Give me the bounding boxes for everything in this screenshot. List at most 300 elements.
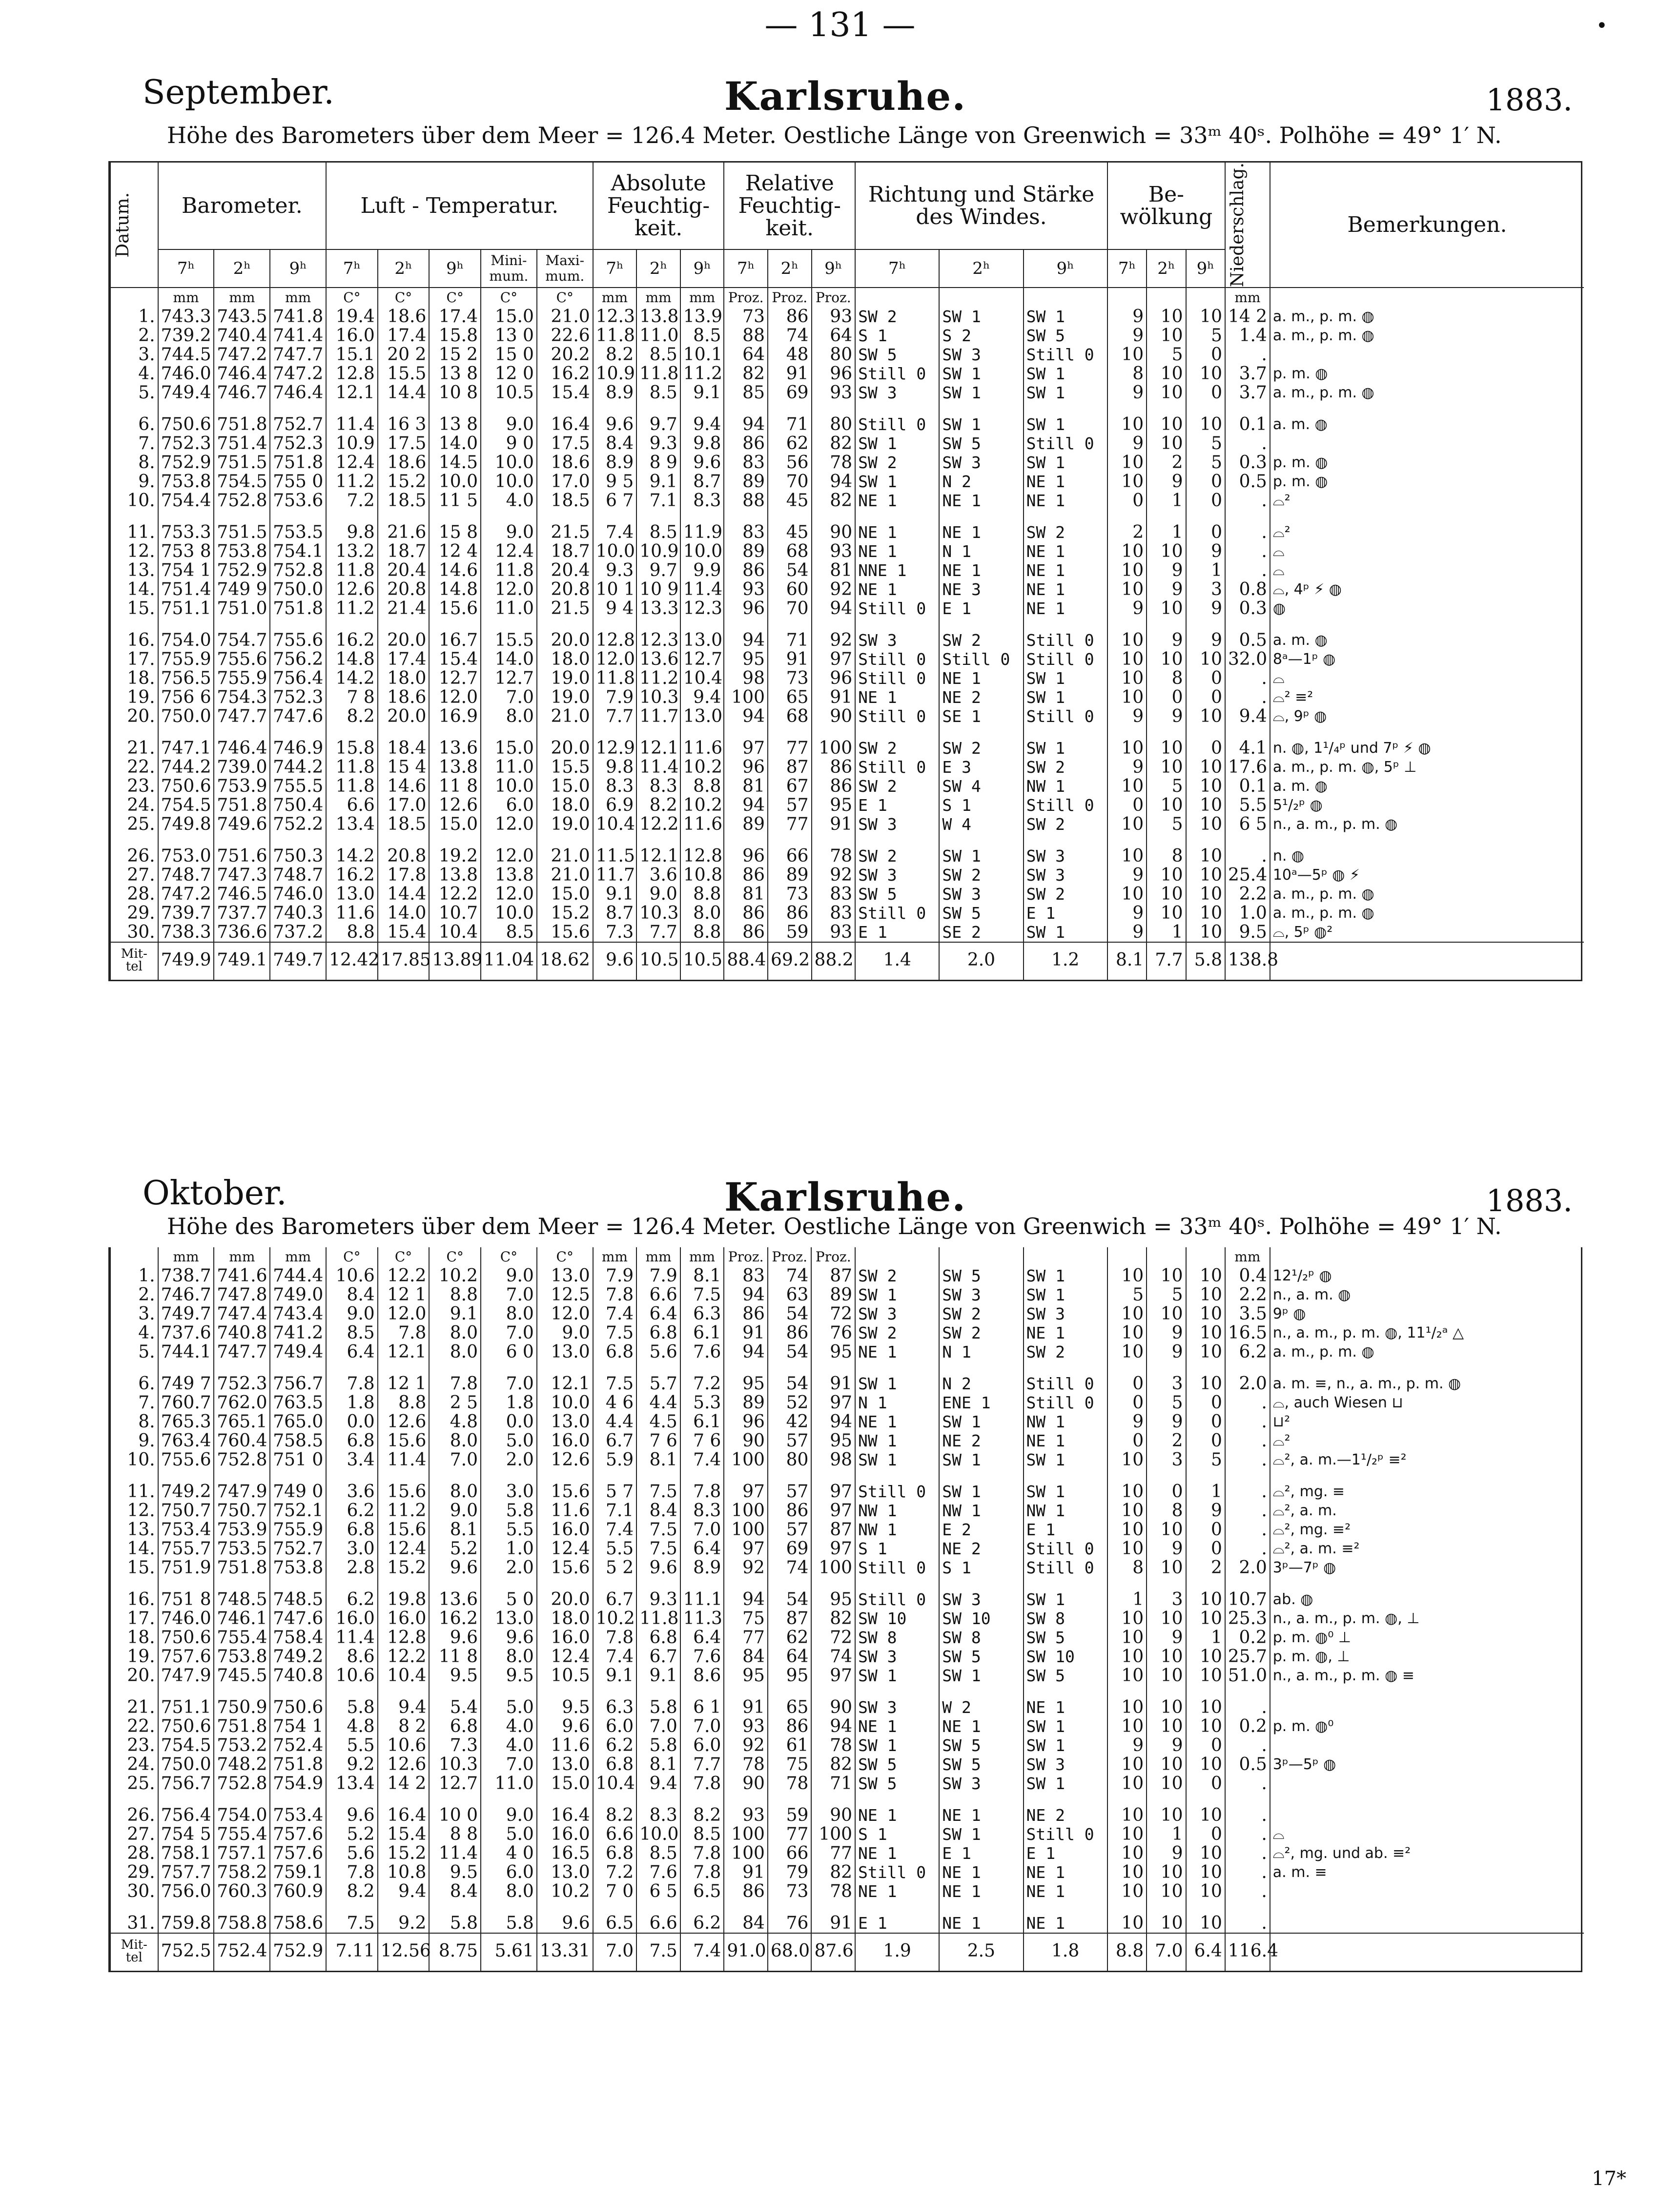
table-row [110,1590,1584,1609]
mean-b9: 752.9 [270,1933,326,1971]
cell-date: 20. [110,707,158,726]
cell-tmax: 9.5 [537,1698,593,1717]
spacer-cell [270,726,326,739]
cell-t7: 6.6 [326,796,378,815]
table-row [110,523,1584,542]
cell-c9: 0 [1186,1736,1225,1755]
cell-r7: 86 [724,434,768,453]
cell-tmax: 19.0 [537,815,593,834]
spacer-cell [110,1361,158,1374]
mean-w2: 2.0 [939,942,1023,980]
cell-date: 5. [110,1342,158,1361]
cell-b7: 744.1 [158,1342,214,1361]
cell-b9: 748.7 [270,866,326,885]
cell-w9: NE 1 [1024,1323,1107,1342]
cell-c7: 10 [1107,345,1147,364]
cell-tmax: 15.5 [537,758,593,777]
cell-date: 27. [110,866,158,885]
cell-r2: 54 [768,1374,812,1393]
cell-a2: 7.1 [636,491,680,510]
cell-tmin: 12.4 [481,542,537,561]
cell-w9: SW 1 [1024,1482,1107,1501]
cell-c7: 10 [1107,1774,1147,1793]
cell-a2: 7.5 [636,1539,680,1558]
cell-r2: 65 [768,688,812,707]
spacer-cell [1270,510,1584,523]
cell-r9: 91 [812,688,856,707]
cell-t2: 18.6 [378,307,430,326]
cell-b9: 741.4 [270,326,326,345]
cell-w9: SW 1 [1024,1736,1107,1755]
cell-t9: 2 5 [429,1393,481,1412]
spacer-cell [158,1361,214,1374]
cell-remarks: n. ◍, 1¹/₄ᵖ und 7ᵖ ⚡ ◍ [1270,739,1584,758]
cell-r7: 94 [724,1342,768,1361]
cell-a9: 8.7 [680,472,724,491]
cell-tmin: 7.0 [481,1323,537,1342]
cell-remarks: a. m., p. m. ◍ [1270,1342,1584,1361]
cell-b2: 737.7 [214,904,270,923]
spacer-cell [1024,1577,1107,1590]
table-row [110,707,1584,726]
spacer-cell [378,1685,430,1698]
cell-remarks: a. m., p. m. ◍ [1270,307,1584,326]
cell-tmin: 10.0 [481,904,537,923]
cell-r9: 100 [811,1825,855,1844]
unit-label: C° [537,288,593,307]
cell-r2: 75 [768,1755,812,1774]
cell-w2: W 2 [939,1698,1023,1717]
spacer-cell [855,834,939,846]
cell-a7: 10.4 [593,1774,637,1793]
cell-precip: 0.5 [1225,1755,1270,1774]
cell-a9: 10.0 [680,542,724,561]
mean-a2: 7.5 [636,1933,680,1971]
cell-b9: 749.0 [270,1285,326,1304]
spacer-cell [270,1685,326,1698]
cell-r7: 95 [724,1666,768,1685]
cell-t7: 9.8 [326,523,378,542]
cell-a7: 12.8 [593,631,637,650]
cell-a2: 7 6 [636,1431,680,1450]
cell-t7: 16.0 [326,1609,378,1628]
table-row [110,599,1584,618]
cell-b7: 749.4 [158,383,214,402]
cell-t7: 6.8 [326,1520,378,1539]
cell-r2: 62 [768,434,812,453]
cell-c7: 9 [1107,866,1147,885]
table-row [110,1431,1584,1450]
cell-date: 14. [110,1539,158,1558]
table-row [110,688,1584,707]
cell-b2: 747.3 [214,866,270,885]
mean-b7: 749.9 [158,942,214,980]
cell-c7: 10 [1107,580,1147,599]
cell-r9: 90 [812,523,856,542]
header-wind: Richtung und Stärke des Windes. [855,163,1107,249]
cell-c7: 10 [1107,1844,1147,1863]
cell-a2: 6.7 [636,1647,680,1666]
cell-tmin: 9.0 [481,523,537,542]
cell-remarks: a. m. ◍ [1270,631,1584,650]
cell-tmax: 20.8 [537,580,593,599]
cell-t7: 14.2 [326,669,378,688]
cell-b9: 755.6 [270,631,326,650]
cell-date: 19. [110,1647,158,1666]
mean-r2: 69.2 [768,942,812,980]
cell-t9: 8.0 [429,1431,481,1450]
cell-tmax: 9.0 [537,1323,593,1342]
cell-a9: 9.8 [680,434,724,453]
cell-precip: . [1225,1520,1270,1539]
table-row [110,580,1584,599]
cell-remarks: p. m. ◍⁰ ⊥ [1270,1628,1584,1647]
spacer-cell [537,510,593,523]
cell-tmax: 16.4 [537,1806,593,1825]
cell-t7: 2.8 [326,1558,378,1577]
spacer-cell [680,1361,724,1374]
cell-c2: 9 [1147,1342,1186,1361]
cell-r7: 98 [724,669,768,688]
cell-date: 1. [110,1266,158,1285]
cell-remarks: p. m. ◍⁰ [1270,1717,1584,1736]
cell-w9: NE 1 [1024,1863,1107,1882]
cell-b7: 754 5 [158,1825,214,1844]
table-row [110,415,1584,434]
cell-tmax: 13.0 [537,1863,593,1882]
cell-r7: 94 [724,796,768,815]
cell-w7: SW 8 [855,1628,939,1647]
cell-r9: 90 [812,707,856,726]
cell-a2: 7.5 [636,1520,680,1539]
cell-b2: 740.4 [214,326,270,345]
cell-r2: 95 [768,1666,812,1685]
cell-remarks [1270,1698,1584,1717]
spacer-cell [378,1901,430,1914]
spacer-cell [378,1793,430,1806]
cell-t7: 5.5 [326,1736,378,1755]
station-subtitle: Höhe des Barometers über dem Meer = 126.4 Meter. Oestliche Länge von Greenwich = 33ᵐ 40ˢ. Polhöhe = 49° 1′ N. [167,1213,1502,1239]
cell-a7: 7.4 [593,1304,637,1323]
cell-t2: 18.5 [378,491,430,510]
cell-c2: 0 [1147,1482,1186,1501]
spacer-cell [1147,726,1186,739]
cell-w2: NE 1 [939,523,1023,542]
mean-tmax: 18.62 [537,942,593,980]
cell-t2: 18.0 [378,669,430,688]
cell-tmax: 17.5 [537,434,593,453]
spacer-cell [724,726,768,739]
cell-r2: 59 [768,1806,812,1825]
spacer-cell [1270,834,1584,846]
cell-t2: 18.7 [378,542,430,561]
cell-b7: 760.7 [158,1393,214,1412]
cell-t9: 17.4 [429,307,481,326]
cell-c9: 10 [1186,1698,1225,1717]
cell-c9: 10 [1186,1914,1225,1933]
spacer-cell [1225,618,1270,631]
cell-w9: Still 0 [1024,707,1107,726]
cell-tmin: 8.0 [481,1647,537,1666]
cell-c7: 9 [1107,1736,1147,1755]
unit-label: mm [1225,288,1270,307]
cell-c7: 10 [1107,1698,1147,1717]
cell-c7: 10 [1107,885,1147,904]
mean-tmin: 11.04 [481,942,537,980]
cell-w2: SE 2 [939,923,1023,942]
cell-a7: 6.2 [593,1736,637,1755]
cell-w7: SW 1 [855,1666,939,1685]
cell-w7: SW 2 [855,739,939,758]
cell-a2: 9.7 [636,561,680,580]
spacer-cell [811,1577,855,1590]
subheader-h2: 2ʰ [939,249,1023,288]
spacer-cell [855,1901,939,1914]
header-cloud-cover: Be- wölkung [1107,163,1225,249]
mean-precip: 116.4 [1225,1933,1270,1971]
cell-remarks: ⌓ [1270,542,1584,561]
cell-precip: 0.5 [1225,631,1270,650]
cell-a9: 7.8 [680,1482,724,1501]
cell-c2: 9 [1147,1844,1186,1863]
cell-c2: 3 [1147,1590,1186,1609]
cell-w7: S 1 [855,1825,939,1844]
cell-t2: 12.4 [378,1539,430,1558]
cell-precip: . [1225,1825,1270,1844]
cell-precip: . [1225,1914,1270,1933]
cell-c9: 1 [1186,561,1225,580]
cell-tmin: 4.0 [481,491,537,510]
cell-c9: 9 [1186,1501,1225,1520]
spacer-cell [481,1793,537,1806]
cell-c9: 10 [1186,777,1225,796]
cell-a9: 6.3 [680,1304,724,1323]
cell-a9: 8.9 [680,1558,724,1577]
spacer-cell [1107,726,1147,739]
cell-c2: 10 [1147,383,1186,402]
unit-label: mm [593,288,637,307]
cell-r2: 69 [768,1539,812,1558]
cell-w9: Still 0 [1024,796,1107,815]
cell-r7: 83 [724,523,768,542]
cell-r7: 100 [724,1450,768,1469]
spacer-cell [724,402,768,415]
cell-a2: 8 9 [636,453,680,472]
cell-a9: 10.2 [680,758,724,777]
unit-label [1024,288,1107,307]
cell-c2: 10 [1147,1558,1186,1577]
cell-date: 26. [110,846,158,866]
cell-tmax: 20.0 [537,739,593,758]
cell-a9: 5.3 [680,1393,724,1412]
spacer-cell [811,1361,855,1374]
cell-w9: NE 1 [1024,1698,1107,1717]
cell-w9: SW 1 [1024,307,1107,326]
cell-tmax: 15.2 [537,904,593,923]
cell-r7: 95 [724,650,768,669]
cell-r7: 95 [724,1374,768,1393]
cell-date: 10. [110,1450,158,1469]
cell-precip: 0.2 [1225,1717,1270,1736]
cell-t2: 16.4 [378,1806,430,1825]
cell-w7: Still 0 [855,758,939,777]
cell-w7: N 1 [855,1393,939,1412]
cell-tmax: 12.4 [537,1539,593,1558]
cell-a9: 8.6 [680,1666,724,1685]
cell-tmin: 14.0 [481,650,537,669]
spacer-cell [270,1577,326,1590]
cell-precip: . [1225,1774,1270,1793]
table-row [110,345,1584,364]
mean-w2: 2.5 [939,1933,1023,1971]
cell-precip: . [1225,434,1270,453]
cell-t7: 15.1 [326,345,378,364]
cell-a2: 10 9 [636,580,680,599]
cell-b2: 751.0 [214,599,270,618]
station-subtitle: Höhe des Barometers über dem Meer = 126.4 Meter. Oestliche Länge von Greenwich = 33ᵐ 40ˢ. Polhöhe = 49° 1′ N. [167,122,1502,148]
cell-t9: 8.0 [429,1323,481,1342]
cell-precip: . [1225,846,1270,866]
cell-c7: 10 [1107,1825,1147,1844]
table-row [110,1647,1584,1666]
year-label: 1883. [1486,82,1573,118]
cell-tmin: 7.0 [481,1374,537,1393]
cell-t9: 6.8 [429,1717,481,1736]
cell-remarks [1270,1806,1584,1825]
cell-b9: 758.6 [270,1914,326,1933]
spacer-cell [1270,1793,1584,1806]
spacer-cell [636,402,680,415]
cell-precip: 2.2 [1225,1285,1270,1304]
cell-date: 10. [110,491,158,510]
cell-b7: 757.6 [158,1647,214,1666]
cell-c2: 3 [1147,1374,1186,1393]
cell-a7: 9.8 [593,758,637,777]
spacer-cell [429,1685,481,1698]
cell-r2: 77 [768,815,812,834]
subheader-h9: 9ʰ [429,249,481,288]
cell-t9: 8.0 [429,1482,481,1501]
cell-tmax: 21.0 [537,866,593,885]
cell-t7: 11.4 [326,1628,378,1647]
cell-b7: 752.9 [158,453,214,472]
cell-c7: 10 [1107,542,1147,561]
cell-c2: 10 [1147,599,1186,618]
spacer-cell [939,1577,1023,1590]
cell-r7: 94 [724,707,768,726]
cell-r2: 57 [768,1520,812,1539]
cell-r7: 88 [724,326,768,345]
cell-tmin: 12.0 [481,580,537,599]
cell-precip: . [1225,1539,1270,1558]
cell-b9: 751.8 [270,453,326,472]
cell-r9: 80 [812,345,856,364]
cell-b2: 753.9 [214,777,270,796]
cell-b7: 756.0 [158,1882,214,1901]
table-row [110,491,1584,510]
cell-w7: SW 5 [855,1774,939,1793]
unit-label: mm [1225,1247,1270,1266]
cell-r9: 97 [811,1666,855,1685]
spacer-cell [1225,1685,1270,1698]
cell-tmax: 21.5 [537,523,593,542]
cell-r9: 93 [812,923,856,942]
spacer-cell [481,510,537,523]
cell-a7: 8.7 [593,904,637,923]
cell-tmax: 13.0 [537,1755,593,1774]
unit-label: C° [326,288,378,307]
cell-remarks: a. m., p. m. ◍ [1270,383,1584,402]
cell-t7: 8.8 [326,923,378,942]
spacer-cell [939,1361,1023,1374]
table-row [110,1304,1584,1323]
spacer-cell [1107,1577,1147,1590]
cell-tmin: 5.8 [481,1914,537,1933]
cell-r7: 86 [724,923,768,942]
cell-c2: 10 [1147,866,1186,885]
cell-c2: 10 [1147,1882,1186,1901]
cell-date: 16. [110,1590,158,1609]
cell-b7: 737.6 [158,1323,214,1342]
cell-a9: 7.4 [680,1450,724,1469]
cell-c9: 10 [1186,1590,1225,1609]
cell-r7: 90 [724,1774,768,1793]
cell-c9: 0 [1186,1431,1225,1450]
cell-b7: 747.9 [158,1666,214,1685]
cell-tmax: 18.0 [537,796,593,815]
cell-r7: 94 [724,1285,768,1304]
cell-b7: 750.6 [158,777,214,796]
spacer-cell [481,726,537,739]
cell-b2: 765.1 [214,1412,270,1431]
cell-w9: SW 3 [1024,846,1107,866]
spacer-cell [1107,618,1147,631]
cell-c2: 9 [1147,707,1186,726]
cell-r7: 91 [724,1698,768,1717]
cell-c7: 10 [1107,1482,1147,1501]
cell-tmin: 5.0 [481,1698,537,1717]
cell-tmax: 21.0 [537,846,593,866]
cell-t7: 11.8 [326,758,378,777]
cell-c7: 9 [1107,599,1147,618]
cell-r2: 71 [768,415,812,434]
cell-t2: 15.2 [378,472,430,491]
cell-precip: 1.4 [1225,326,1270,345]
cell-remarks: ⌓, 9ᵖ ◍ [1270,707,1584,726]
cell-a9: 9.6 [680,453,724,472]
spacer-cell [110,1793,158,1806]
cell-t9: 15.6 [429,599,481,618]
cell-w7: NE 1 [855,1882,939,1901]
cell-w7: SW 3 [855,815,939,834]
unit-label [110,288,158,307]
cell-precip: 25.3 [1225,1609,1270,1628]
cell-w2: SW 2 [939,1323,1023,1342]
cell-b2: 743.5 [214,307,270,326]
cell-c9: 0 [1186,1412,1225,1431]
cell-w2: NE 1 [939,1914,1023,1933]
cell-r2: 76 [768,1914,812,1933]
spacer-cell [1186,726,1225,739]
cell-b9: 765.0 [270,1412,326,1431]
cell-b2: 747.7 [214,1342,270,1361]
table-row [110,1374,1584,1393]
spacer-cell [768,618,812,631]
spacer-cell [1186,1469,1225,1482]
cell-c7: 10 [1107,1863,1147,1882]
cell-a2: 5.7 [636,1374,680,1393]
cell-b9: 760.9 [270,1882,326,1901]
